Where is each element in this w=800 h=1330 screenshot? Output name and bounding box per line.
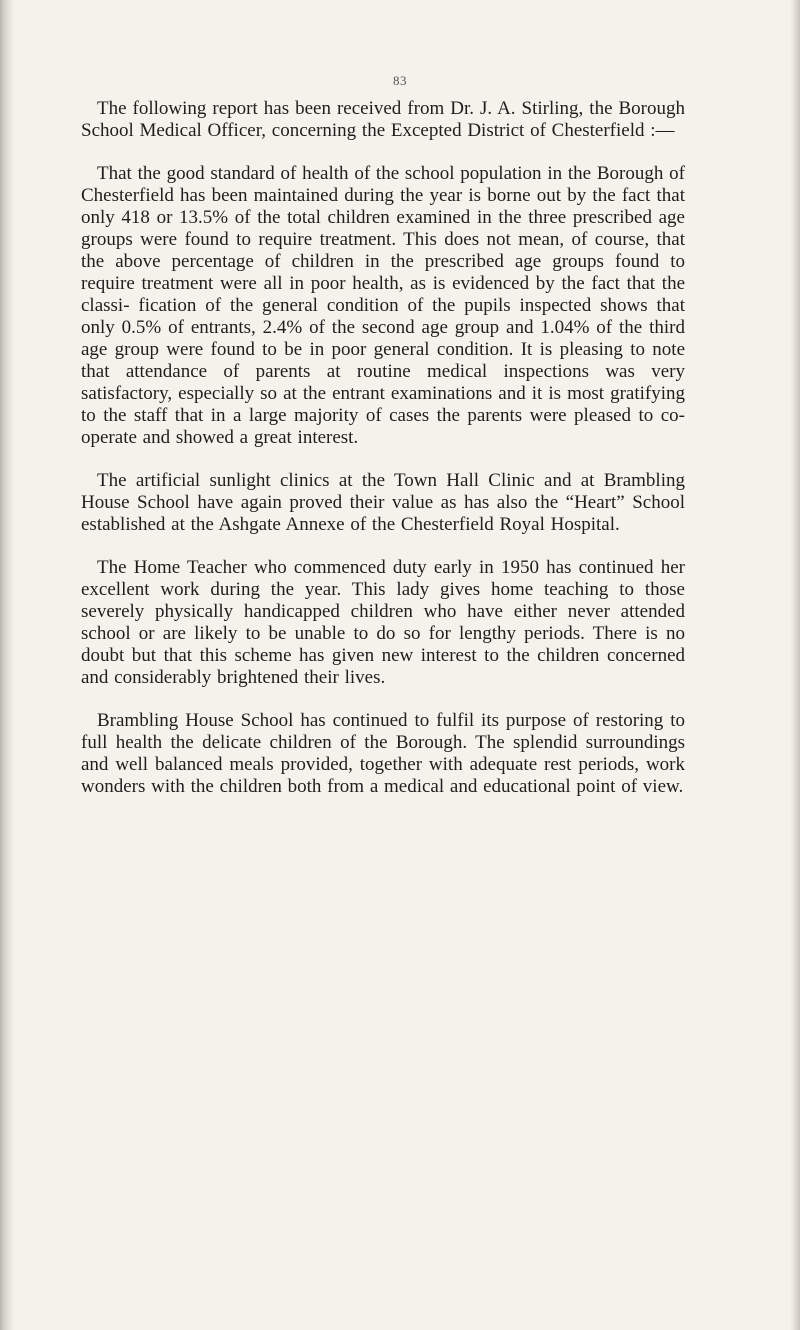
paragraph-home-teacher: The Home Teacher who commenced duty early in 1950 has continued her excellent work during the year. This lady gives home teaching to those severely physically handicapped children who have either never attended school or are likely to be unable to do so for lengthy periods. There is no doubt but that this scheme has given new interest to the children concerned and considerably brightened their lives. bbox=[81, 557, 685, 688]
page-binding-edge bbox=[0, 0, 14, 1330]
paragraph-health-standard: That the good standard of health of the school population in the Borough of Chesterfield has been maintained during the year is borne out by the fact that only 418 or 13.5% of the total children examined in the three prescribed age groups were found to require treatment. This does not mean, of course, that the above percentage of children in the prescribed age groups found to require treatment were all in poor health, as is evidenced by the fact that the classi- fication of the general condition of the pupils inspected shows that only 0.5% of entrants, 2.4% of the second age group and 1.04% of the third age group were found to be in poor general condition. It is pleasing to note that attendance of parents at routine medical inspections was very satisfactory, especially so at the entrant examinations and it is most gratifying to the staff that in a large majority of cases the parents were pleased to co-operate and showed a great interest. bbox=[81, 163, 685, 448]
paragraph-brambling-house: Brambling House School has continued to fulfil its purpose of restoring to full health the delicate children of the Borough. The splendid surroundings and well balanced meals provided, together with adequate rest periods, work wonders with the children both from a medical and educational point of view. bbox=[81, 710, 685, 797]
page-right-edge bbox=[790, 0, 800, 1330]
paragraph-introduction: The following report has been received from Dr. J. A. Stirling, the Borough School Medical Officer, concerning the Excepted District of Chesterfield :— bbox=[81, 98, 685, 141]
paragraph-sunlight-clinics: The artificial sunlight clinics at the Town Hall Clinic and at Brambling House School have again proved their value as has also the “Heart” School established at the Ashgate Annexe of the Chesterfield Royal Hospital. bbox=[81, 470, 685, 535]
page-number: 83 bbox=[393, 73, 407, 88]
report-body bbox=[81, 98, 685, 819]
